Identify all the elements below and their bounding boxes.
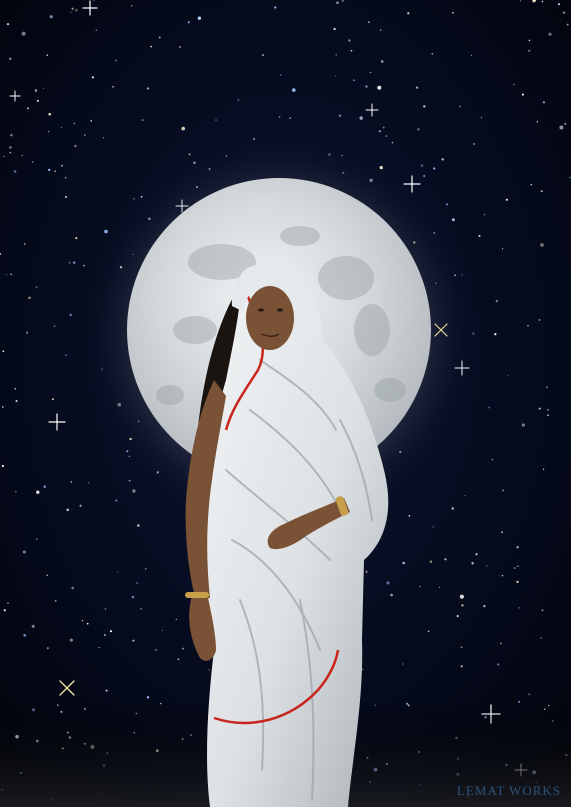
star xyxy=(71,481,73,483)
star xyxy=(74,145,77,148)
star xyxy=(486,565,487,566)
star xyxy=(32,161,33,162)
star xyxy=(529,40,531,42)
star xyxy=(65,354,67,356)
star xyxy=(507,375,508,376)
star xyxy=(362,669,363,670)
star xyxy=(65,177,67,179)
star xyxy=(335,54,336,55)
star xyxy=(73,261,75,263)
star xyxy=(215,119,217,121)
star xyxy=(386,135,388,137)
star xyxy=(61,127,62,128)
star xyxy=(132,489,135,492)
star xyxy=(383,127,385,129)
star xyxy=(162,630,163,631)
star xyxy=(36,286,38,288)
star xyxy=(336,2,339,5)
star xyxy=(492,459,493,460)
left-bangle xyxy=(185,592,209,598)
star xyxy=(339,115,341,117)
star xyxy=(132,640,134,642)
star xyxy=(547,409,548,410)
star xyxy=(539,408,541,410)
star xyxy=(47,647,49,649)
star xyxy=(87,623,89,625)
star xyxy=(65,196,67,198)
star xyxy=(181,127,185,131)
star xyxy=(379,130,381,132)
star xyxy=(70,639,73,642)
star xyxy=(528,693,530,695)
star xyxy=(104,634,106,636)
star xyxy=(416,86,418,88)
star xyxy=(50,15,53,18)
star xyxy=(9,57,12,60)
star xyxy=(131,5,133,7)
star xyxy=(15,491,17,493)
star xyxy=(365,571,367,573)
star xyxy=(2,406,4,408)
star xyxy=(514,567,516,569)
star xyxy=(110,630,112,632)
star xyxy=(409,515,411,517)
star xyxy=(471,562,474,565)
star xyxy=(48,131,50,133)
star xyxy=(159,37,161,39)
star xyxy=(539,319,541,321)
star xyxy=(387,581,390,584)
star xyxy=(28,297,31,300)
star xyxy=(380,29,382,31)
star xyxy=(61,165,63,167)
star xyxy=(368,21,370,23)
star xyxy=(72,8,74,10)
star xyxy=(370,72,371,73)
star xyxy=(377,86,381,90)
star xyxy=(2,465,4,467)
star xyxy=(92,76,94,78)
star xyxy=(177,658,179,660)
star xyxy=(117,571,118,572)
star xyxy=(417,128,419,130)
star xyxy=(36,491,39,494)
star xyxy=(188,21,190,23)
star xyxy=(10,134,12,136)
star xyxy=(402,562,404,564)
star xyxy=(7,23,9,25)
star xyxy=(483,605,485,607)
face xyxy=(246,286,294,350)
star xyxy=(70,314,72,316)
star xyxy=(75,9,77,11)
star xyxy=(430,560,432,562)
star xyxy=(54,325,56,327)
star xyxy=(546,387,548,389)
star xyxy=(421,164,423,166)
star xyxy=(198,17,201,20)
star xyxy=(475,553,477,555)
star xyxy=(182,648,184,650)
star xyxy=(381,60,384,63)
star xyxy=(46,54,48,56)
star xyxy=(66,509,69,512)
star xyxy=(189,153,191,155)
star xyxy=(335,75,336,76)
star xyxy=(423,105,425,107)
star xyxy=(460,595,464,599)
star xyxy=(280,74,282,76)
star xyxy=(115,500,117,502)
star xyxy=(481,117,482,118)
star xyxy=(432,53,434,55)
star xyxy=(48,169,50,171)
star xyxy=(543,101,545,103)
star xyxy=(506,199,508,201)
star xyxy=(147,696,149,698)
star xyxy=(292,88,296,92)
star xyxy=(452,12,454,14)
star xyxy=(279,116,281,118)
star xyxy=(46,574,48,576)
star xyxy=(70,12,71,13)
star xyxy=(274,6,276,8)
star xyxy=(35,89,38,92)
star xyxy=(179,46,180,47)
star xyxy=(333,28,335,30)
star xyxy=(517,565,518,566)
star xyxy=(44,485,47,488)
star xyxy=(106,690,108,692)
star xyxy=(105,608,107,610)
star xyxy=(115,59,117,61)
star xyxy=(439,587,440,588)
star xyxy=(359,116,362,119)
star xyxy=(547,414,549,416)
star xyxy=(176,619,177,620)
star xyxy=(140,608,141,609)
star xyxy=(473,143,475,145)
star xyxy=(392,142,393,143)
star xyxy=(527,325,529,327)
star xyxy=(55,171,56,172)
star xyxy=(142,119,144,121)
star xyxy=(464,495,465,496)
star xyxy=(488,407,490,409)
star xyxy=(79,505,81,507)
star xyxy=(461,665,463,667)
star xyxy=(567,24,569,26)
star xyxy=(446,203,448,205)
star xyxy=(103,137,104,138)
star xyxy=(452,218,455,221)
star xyxy=(145,568,147,570)
star xyxy=(4,609,6,611)
star xyxy=(365,86,367,88)
star xyxy=(24,243,26,245)
star xyxy=(14,170,17,173)
star xyxy=(90,120,92,122)
star xyxy=(48,113,51,116)
star xyxy=(74,123,75,124)
star xyxy=(558,3,560,5)
star xyxy=(348,39,350,41)
star xyxy=(289,117,290,118)
star xyxy=(451,507,453,509)
star xyxy=(129,480,131,482)
star xyxy=(22,155,23,156)
star xyxy=(542,1,544,3)
star xyxy=(26,332,28,334)
star xyxy=(541,190,543,192)
star xyxy=(563,11,566,14)
star xyxy=(559,126,563,130)
star xyxy=(10,152,12,154)
star xyxy=(3,156,4,157)
star xyxy=(433,167,435,169)
star xyxy=(423,175,425,177)
star xyxy=(479,235,481,237)
star xyxy=(484,214,485,215)
star xyxy=(461,646,463,648)
star xyxy=(542,609,544,611)
star xyxy=(494,333,496,335)
star xyxy=(237,99,239,101)
star xyxy=(93,0,94,1)
star xyxy=(518,607,520,609)
star xyxy=(32,625,35,628)
star xyxy=(407,12,409,14)
star xyxy=(16,400,18,402)
star xyxy=(150,46,152,48)
star xyxy=(43,88,44,89)
star xyxy=(6,274,7,275)
star xyxy=(84,134,86,136)
star xyxy=(112,86,114,88)
star xyxy=(36,538,38,540)
star xyxy=(502,489,504,491)
star xyxy=(37,100,39,102)
star xyxy=(137,524,140,527)
star xyxy=(428,630,430,632)
star xyxy=(353,79,355,81)
star xyxy=(82,620,84,622)
star xyxy=(520,0,521,1)
star xyxy=(10,273,12,275)
star xyxy=(262,54,264,56)
star xyxy=(530,184,532,186)
star xyxy=(471,55,472,56)
star xyxy=(528,50,530,52)
star xyxy=(516,546,519,549)
star xyxy=(457,615,459,617)
star xyxy=(537,121,538,122)
star xyxy=(513,84,515,86)
star xyxy=(69,262,71,264)
star xyxy=(390,594,393,597)
star xyxy=(132,596,134,598)
star xyxy=(540,637,541,638)
star xyxy=(52,398,54,400)
star xyxy=(55,600,57,602)
star xyxy=(502,248,503,249)
star xyxy=(516,581,518,583)
star xyxy=(444,558,446,560)
star xyxy=(9,146,12,149)
star xyxy=(459,105,461,107)
star xyxy=(208,669,209,670)
star xyxy=(2,350,4,352)
star xyxy=(564,123,566,125)
star xyxy=(419,586,420,587)
star xyxy=(433,526,435,528)
star xyxy=(7,603,8,604)
star xyxy=(96,30,97,31)
star xyxy=(15,388,16,389)
star xyxy=(543,469,544,470)
star xyxy=(522,423,525,426)
star xyxy=(497,663,499,665)
star xyxy=(88,482,89,483)
watermark: LEMAT WORKS xyxy=(456,783,561,798)
star xyxy=(23,550,26,553)
star xyxy=(500,643,501,644)
star xyxy=(502,575,504,577)
star xyxy=(147,87,149,89)
star xyxy=(548,33,551,36)
star xyxy=(71,587,74,590)
star xyxy=(136,582,138,584)
star xyxy=(522,94,524,96)
star xyxy=(99,647,100,648)
star xyxy=(27,107,29,109)
star xyxy=(461,604,463,606)
star xyxy=(23,634,26,637)
star xyxy=(351,50,353,52)
star xyxy=(496,300,498,302)
star xyxy=(75,237,77,239)
star xyxy=(155,649,157,651)
star xyxy=(83,265,85,267)
star xyxy=(22,32,26,36)
star xyxy=(540,243,544,247)
star xyxy=(501,531,503,533)
star xyxy=(441,158,443,160)
star xyxy=(402,663,403,664)
